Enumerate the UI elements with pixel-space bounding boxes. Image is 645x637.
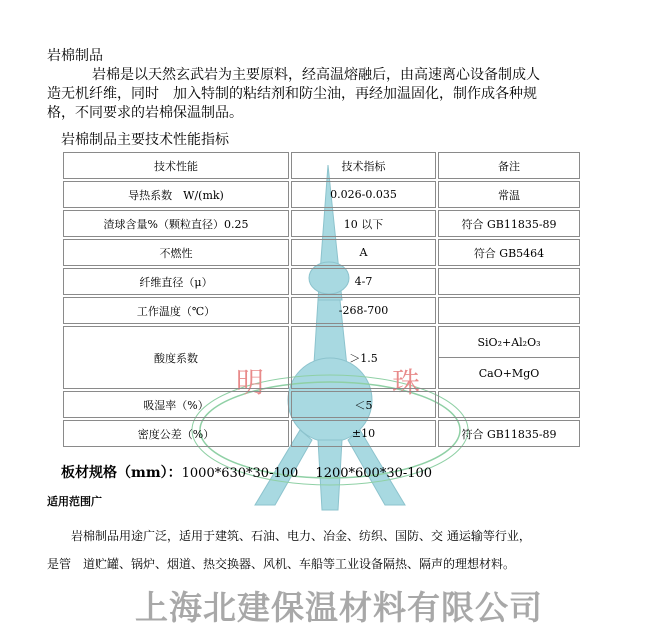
- range-paragraph: [47, 522, 617, 578]
- cell-prop: 纤维直径（μ）: [63, 268, 289, 295]
- cell-prop: 渣球含量%（颗粒直径）0.25: [63, 210, 289, 237]
- cell-note: [438, 297, 580, 324]
- cell-note: 符合 GB5464: [438, 239, 580, 266]
- cell-value: A: [291, 239, 436, 266]
- table-title: 岩棉制品主要技术性能指标: [61, 132, 229, 148]
- table-row: [63, 420, 580, 447]
- header-value: 技术指标: [291, 152, 436, 179]
- table-row: [63, 210, 580, 237]
- cell-note: 常温: [438, 181, 580, 208]
- board-spec-values: 1000*630*30-100 1200*600*30-100: [181, 466, 433, 481]
- cell-value: ＜5: [291, 391, 436, 418]
- board-spec-label: 板材规格（mm）：: [61, 465, 182, 481]
- watermark-char-right: 珠: [392, 366, 421, 399]
- cell-note: [438, 268, 580, 295]
- intro-paragraph: [47, 66, 617, 123]
- board-spec: [61, 462, 432, 482]
- cell-note-bottom: CaO+MgO: [478, 366, 540, 380]
- cell-note: 符合 GB11835-89: [438, 210, 580, 237]
- cell-value: 0.026-0.035: [291, 181, 436, 208]
- doc-title: 岩棉制品: [47, 48, 103, 64]
- cell-prop: 密度公差（%）: [63, 420, 289, 447]
- table-row: [63, 297, 580, 324]
- range-line-1: 岩棉制品用途广泛，适用于建筑、石油、电力、冶金、纺织、国防、交 通运输等行业，: [47, 529, 531, 543]
- cell-value: -268-700: [291, 297, 436, 324]
- header-note: 备注: [438, 152, 580, 179]
- cell-prop: 导热系数 W/(mk): [63, 181, 289, 208]
- cell-note: 符合 GB11835-89: [438, 420, 580, 447]
- cell-prop: 不燃性: [63, 239, 289, 266]
- cell-value: 10 以下: [291, 210, 436, 237]
- cell-prop: 酸度系数: [63, 326, 289, 389]
- table-row: [63, 181, 580, 208]
- intro-line-2: 造无机纤维，同时 加入特制的粘结剂和防尘油，再经加温固化，制作成各种规: [47, 86, 537, 102]
- table-row: [63, 391, 580, 418]
- range-line-2: 是管 道贮罐、锅炉、烟道、热交换器、风机、车船等工业设备隔热、隔声的理想材料。: [47, 557, 516, 571]
- intro-line-3: 格，不同要求的岩棉保温制品。: [47, 105, 243, 121]
- cell-note-split: [438, 326, 580, 389]
- table-header-row: [63, 152, 580, 179]
- range-heading: 适用范围广: [47, 495, 102, 508]
- header-prop: 技术性能: [63, 152, 289, 179]
- cell-value: 4-7: [291, 268, 436, 295]
- cell-note-top: SiO₂+Al₂O₃: [439, 327, 579, 358]
- cell-prop: 工作温度（℃）: [63, 297, 289, 324]
- table-row: [63, 268, 580, 295]
- table-row: [63, 326, 580, 389]
- spec-table: [61, 150, 582, 449]
- cell-value: ±10: [291, 420, 436, 447]
- intro-line-1: 岩棉是以天然玄武岩为主要原料，经高温熔融后，由高速离心设备制成人: [92, 67, 540, 83]
- watermark-char-left: 明: [236, 366, 265, 399]
- table-row: [63, 239, 580, 266]
- cell-prop: 吸湿率（%）: [63, 391, 289, 418]
- company-name: 上海北建保温材料有限公司: [135, 588, 543, 627]
- cell-note: [438, 391, 580, 418]
- cell-value: ＞1.5: [291, 326, 436, 389]
